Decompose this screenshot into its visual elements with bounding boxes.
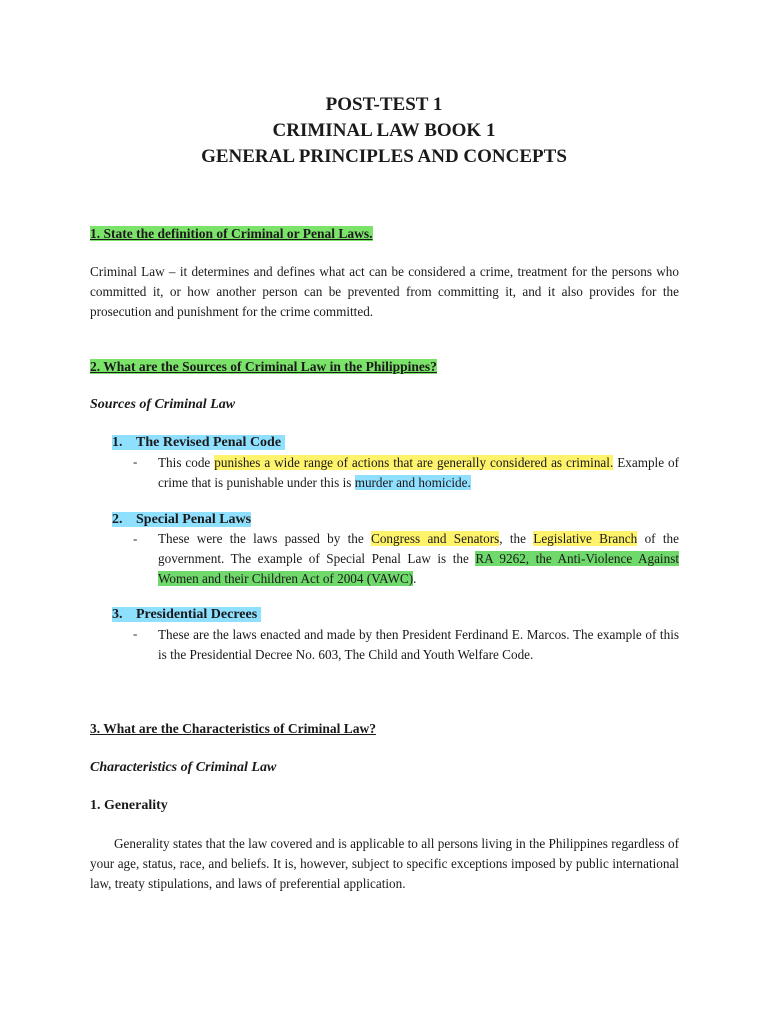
highlight-wide-range: punishes a wide range of actions that are generally considered as criminal. — [214, 455, 614, 470]
question-1-answer: Criminal Law – it determines and defines what act can be considered a crime, treatment for the persons who committed it, or how another person can be prevented from committing it, and it also provides for the prosecution and punishment for the crime committed. — [90, 264, 679, 319]
text-run: These were the laws passed by the — [158, 531, 372, 546]
source-item-2-description — [158, 529, 679, 589]
source-item-2-highlight — [112, 512, 251, 527]
text-run: of the government. The example of Special Penal Law is the — [158, 531, 679, 566]
highlight-murder-homicide: murder and homicide. — [354, 475, 471, 490]
source-item-3-number: 3. — [112, 607, 123, 622]
generality-paragraph: Generality states that the law covered and is applicable to all persons living in the Philippines regardless of your age, status, race, and beliefs. It is, however, subject to specific exceptions imposed by public international law, treaty stipulations, and laws of preferential application. — [90, 836, 679, 891]
text-run: Example of crime that is punishable under this is — [158, 455, 680, 490]
bullet-dash-2: - — [133, 531, 138, 546]
highlight-ra9262: RA 9262, the Anti-Violence Against Women and their Children Act of 2004 (VAWC) — [158, 551, 679, 586]
source-item-3-label: Presidential Decrees — [136, 607, 258, 622]
question-2-text: 2. What are the Sources of Criminal Law in the Philippines? — [90, 359, 437, 374]
source-item-1-number: 1. — [112, 435, 123, 450]
question-1-text: 1. State the definition of Criminal or Penal Laws. — [90, 226, 373, 241]
text-run: . — [413, 571, 417, 586]
source-item-2-title — [112, 512, 251, 528]
source-item-3-title — [112, 607, 261, 623]
source-item-2-label: Special Penal Laws — [136, 512, 252, 527]
source-item-1-label: The Revised Penal Code — [136, 435, 282, 450]
source-item-1-title — [112, 435, 285, 451]
bullet-dash-3: - — [133, 626, 138, 641]
bullet-dash-1: - — [133, 454, 138, 469]
sources-subheading: Sources of Criminal Law — [90, 397, 236, 412]
text-run: , the — [499, 531, 534, 546]
title-line-1: POST-TEST 1 — [325, 94, 443, 115]
question-2-heading — [90, 359, 437, 375]
highlight-legislative: Legislative Branch — [533, 531, 638, 546]
question-3-heading — [90, 721, 376, 737]
source-item-1-highlight — [112, 435, 285, 450]
highlight-congress: Congress and Senators — [371, 531, 500, 546]
document-title — [0, 92, 768, 170]
source-item-3-description: These are the laws enacted and made by then President Ferdinand E. Marcos. The example of this is the Presidential Decree No. 603, The Child and Youth Welfare Code. — [158, 627, 679, 662]
source-item-2-number: 2. — [112, 512, 123, 527]
text-run: This code — [158, 455, 215, 470]
title-line-3: GENERAL PRINCIPLES AND CONCEPTS — [201, 146, 567, 167]
source-item-3-highlight — [112, 607, 261, 622]
source-item-1-description — [158, 453, 679, 493]
title-line-2: CRIMINAL LAW BOOK 1 — [272, 120, 496, 141]
generality-heading: 1. Generality — [90, 798, 168, 813]
question-1-heading — [90, 226, 373, 242]
question-3-text: 3. What are the Characteristics of Criminal Law? — [90, 721, 376, 736]
characteristics-subheading: Characteristics of Criminal Law — [90, 760, 277, 775]
